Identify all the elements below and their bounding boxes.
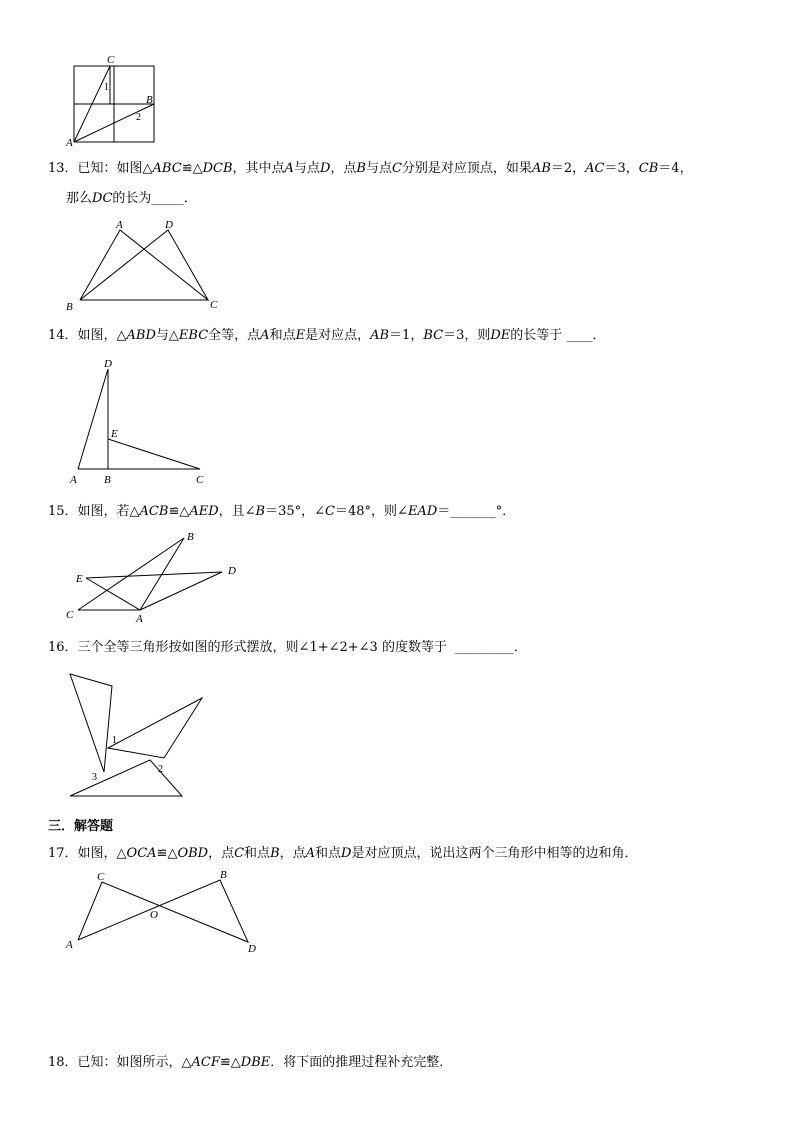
question-13: 13．已知：如图△ABC≌△DCB，其中点A与点D，点B与点C分别是对应顶点，如果AB＝2，AC＝3，CB＝4， 那么DC的长为_____． <box>48 161 693 206</box>
question-16: 16．三个全等三角形按如图的形式摆放，则∠1+∠2+∠3 的度数等于 _________． <box>48 640 527 655</box>
q14-label-E: E <box>111 428 118 440</box>
q16-figure <box>64 668 214 803</box>
q13-number: 13． <box>48 161 78 176</box>
q15-label-C: C <box>66 609 74 621</box>
q16-angle-3: 3 <box>92 772 97 783</box>
q16-answer-blank[interactable]: _________ <box>455 640 514 655</box>
q12-label-A: A <box>66 137 73 149</box>
q15-label-D: D <box>228 565 236 577</box>
q17-label-O: O <box>150 909 158 921</box>
q14-figure <box>64 357 224 487</box>
q17-label-C: C <box>97 871 105 883</box>
q15-label-E: E <box>76 573 83 585</box>
q17-figure <box>62 868 272 958</box>
q15-figure <box>60 530 250 625</box>
q17-label-B: B <box>220 869 227 881</box>
question-18: 18．已知：如图所示，△ACF≌△DBE．将下面的推理过程补充完整． <box>48 1055 453 1070</box>
q15-label-A: A <box>136 613 143 625</box>
q17-label-D: D <box>248 943 256 955</box>
q13-label-C: C <box>210 299 218 311</box>
question-14: 14．如图，△ABD与△EBC全等，点A和点E是对应点，AB＝1，BC＝3，则DE的长等于 ____． <box>48 328 606 343</box>
q12-angle-1: 1 <box>104 82 109 93</box>
q13-figure <box>64 218 234 318</box>
q13-label-A: A <box>116 219 123 231</box>
q16-angle-1: 1 <box>112 735 117 746</box>
q12-label-C: C <box>107 54 115 66</box>
q12-label-B: B <box>146 94 153 106</box>
section-title: 三．解答题 <box>48 819 114 834</box>
q14-answer-blank[interactable]: ____ <box>566 328 593 343</box>
q16-angle-2: 2 <box>158 764 163 775</box>
q13-answer-blank[interactable]: _____ <box>151 191 184 206</box>
q17-label-A: A <box>66 939 73 951</box>
q14-label-D: D <box>104 358 112 370</box>
q13-label-B: B <box>66 301 73 313</box>
q12-figure <box>66 54 166 149</box>
q15-label-B: B <box>187 531 194 543</box>
q12-angle-2: 2 <box>136 112 141 123</box>
q14-label-B: B <box>104 474 111 486</box>
q14-label-A: A <box>70 474 77 486</box>
q13-label-D: D <box>165 219 173 231</box>
q14-label-C: C <box>196 474 204 486</box>
q15-answer-blank[interactable]: _______ <box>450 504 496 519</box>
question-15: 15．如图，若△ACB≌△AED，且∠B＝35°，∠C＝48°，则∠EAD＝_______°． <box>48 504 516 519</box>
question-17: 17．如图，△OCA≌△OBD，点C和点B，点A和点D是对应顶点，说出这两个三角形中相等的边和角． <box>48 846 638 861</box>
